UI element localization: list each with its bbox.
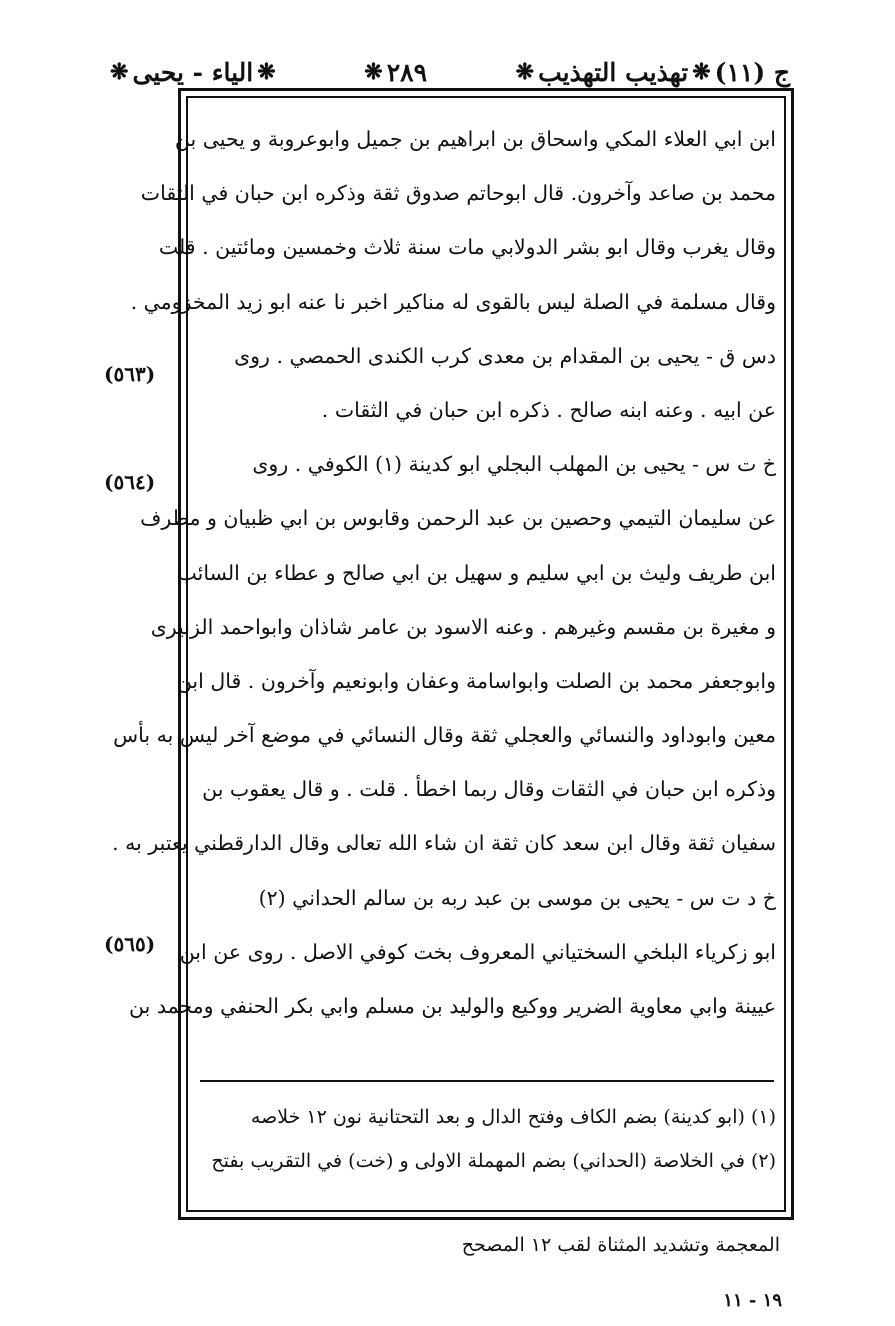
- star-ornament-icon: ❋: [515, 59, 535, 85]
- printer-signature: ١٩ - ١١: [723, 1290, 782, 1311]
- footnote-separator: [200, 1080, 774, 1082]
- footnote-continuation: المعجمة وتشديد المثناة لقب ١٢ المصحح: [461, 1234, 780, 1256]
- entry-heading-line: خ ت س - يحيى بن المهلب البجلي ابو كدينة (١) الكوفي . روى: [252, 452, 776, 477]
- text-line: وذكره ابن حبان في الثقات وقال ربما اخطأ . قلت . و قال يعقوب بن: [202, 777, 776, 802]
- text-line: وقال يغرب وقال ابو بشر الدولابي مات سنة ثلاث وخمسين ومائتين . قلت: [158, 235, 776, 260]
- text-line: معين وابوداود والنسائي والعجلي ثقة وقال النسائي في موضع آخر ليس به بأس: [113, 723, 776, 748]
- footnotes: [198, 1095, 776, 1183]
- entry-heading-line: خ د ت س - يحيى بن موسى بن عبد ربه بن سالم الحداني (٢): [258, 885, 776, 910]
- text-line: ابن طريف وليث بن ابي سليم و سهيل بن ابي صالح و عطاء بن السائب: [177, 560, 776, 585]
- text-line: وابوجعفر محمد بن الصلت وابواسامة وعفان وابونعيم وآخرون . قال ابن: [176, 668, 776, 693]
- text-line: عن ابيه . وعنه ابنه صالح . ذكره ابن حبان في الثقات .: [321, 397, 776, 422]
- footnote: (١) (ابو كدينة) بضم الكاف وفتح الدال و بعد التحتانية نون ١٢ خلاصه: [250, 1106, 776, 1128]
- text-line: ابو زكرياء البلخي السختياني المعروف بخت كوفي الاصل . روى عن ابن: [179, 939, 776, 964]
- text-line: وقال مسلمة في الصلة ليس بالقوى له مناكير اخبر نا عنه ابو زيد المخزومي .: [130, 289, 776, 314]
- header-page-number: ٢٨٩: [386, 57, 428, 87]
- text-line: عيينة وابي معاوية الضرير ووكيع والوليد بن مسلم وابي بكر الحنفي ومحمد بن: [129, 994, 776, 1018]
- header-volume: ج (١١): [714, 57, 790, 87]
- text-line: سفيان ثقة وقال ابن سعد كان ثقة ان شاء الله تعالى وقال الدارقطني يعتبر به .: [112, 831, 776, 856]
- text-line: محمد بن صاعد وآخرون. قال ابوحاتم صدوق ثقة وذكره ابن حبان في الثقات: [140, 181, 776, 206]
- header-book-title: تهذيب التهذيب: [538, 57, 689, 87]
- text-line: و مغيرة بن مقسم وغيرهم . وعنه الاسود بن عامر شاذان وابواحمد الزبيرى: [150, 614, 776, 639]
- header-page-segment: [364, 58, 427, 87]
- entry-number: (٥٦٤): [104, 470, 156, 494]
- running-header: [110, 52, 790, 92]
- entry-number: (٥٦٣): [104, 362, 156, 386]
- star-ornament-icon: ❋: [692, 59, 711, 85]
- entry-number: (٥٦٥): [104, 932, 156, 956]
- star-ornament-icon: ❋: [257, 59, 276, 85]
- star-ornament-icon: ❋: [110, 59, 129, 85]
- star-ornament-icon: ❋: [364, 59, 383, 85]
- entry-heading-line: دس ق - يحيى بن المقدام بن معدى كرب الكندى الحمصي . روى: [234, 343, 776, 368]
- header-chapter: الياء - يحيى: [132, 57, 254, 87]
- footnote: (٢) في الخلاصة (الحداني) بضم المهملة الاولى و (خت) في التقريب بفتح: [211, 1150, 776, 1172]
- text-line: ابن ابي العلاء المكي واسحاق بن ابراهيم بن جميل وابوعروبة و يحيى بن: [174, 127, 776, 151]
- header-chapter-segment: [110, 58, 276, 87]
- header-volume-segment: [516, 58, 790, 87]
- text-line: عن سليمان التيمي وحصين بن عبد الرحمن وقابوس بن ابي ظبيان و مطرف: [140, 506, 776, 531]
